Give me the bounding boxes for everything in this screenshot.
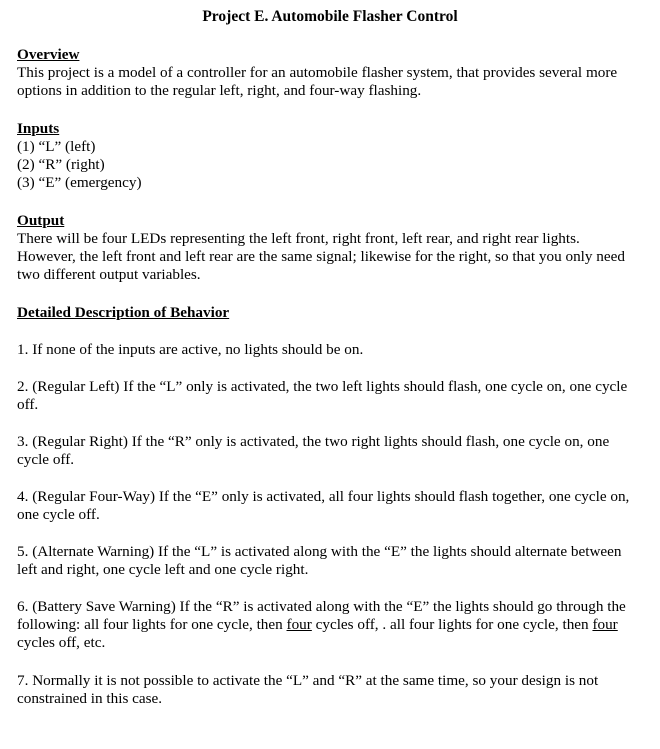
inputs-heading: Inputs	[17, 120, 60, 137]
input-item-right: (2) “R” (right)	[17, 156, 105, 173]
behavior-item-1: 1. If none of the inputs are active, no lights should be on.	[17, 341, 364, 358]
behavior-item-5: 5. (Alternate Warning) If the “L” is activated along with the “E” the lights should alternate between left and right, one cycle left and one cycle right.	[17, 543, 622, 578]
overview-text: This project is a model of a controller for an automobile flasher system, that provides several more options in addition to the regular left, right, and four-way flashing.	[17, 64, 618, 99]
inputs-section	[17, 120, 642, 192]
behavior-item-4: 4. (Regular Four-Way) If the “E” only is activated, all four lights should flash together, one cycle on, one cycle off.	[17, 488, 630, 523]
behavior-item-6	[17, 598, 642, 652]
behavior-item-7: 7. Normally it is not possible to activate the “L” and “R” at the same time, so your design is not constrained in this case.	[17, 672, 599, 707]
behavior-item-6-emphasis-1: four	[286, 616, 312, 633]
behavior-section	[17, 304, 642, 322]
input-item-left: (1) “L” (left)	[17, 138, 96, 155]
behavior-item-2: 2. (Regular Left) If the “L” only is activated, the two left lights should flash, one cycle on, one cycle off.	[17, 378, 628, 413]
behavior-item-6-emphasis-2: four	[592, 616, 618, 633]
behavior-item-6-before: 6. (Battery Save Warning) If the “R” is activated along with the “E” the lights should go through the following: all four lights for one cycle, then	[17, 598, 626, 633]
output-text: There will be four LEDs representing the left front, right front, left rear, and right rear lights. However, the left front and left rear are the same signal; likewise for the right, so that you only need two different output variables.	[17, 230, 625, 283]
overview-section	[17, 46, 642, 100]
output-section	[17, 212, 642, 284]
behavior-item-6-after: cycles off, etc.	[17, 634, 106, 651]
output-heading: Output	[17, 212, 65, 229]
overview-heading: Overview	[17, 46, 80, 63]
input-item-emergency: (3) “E” (emergency)	[17, 174, 142, 191]
behavior-item-3: 3. (Regular Right) If the “R” only is activated, the two right lights should flash, one cycle on, one cycle off.	[17, 433, 610, 468]
page-title: Project E. Automobile Flasher Control	[202, 8, 458, 25]
behavior-heading: Detailed Description of Behavior	[17, 304, 230, 321]
behavior-item-6-middle: cycles off, . all four lights for one cycle, then	[311, 616, 593, 633]
